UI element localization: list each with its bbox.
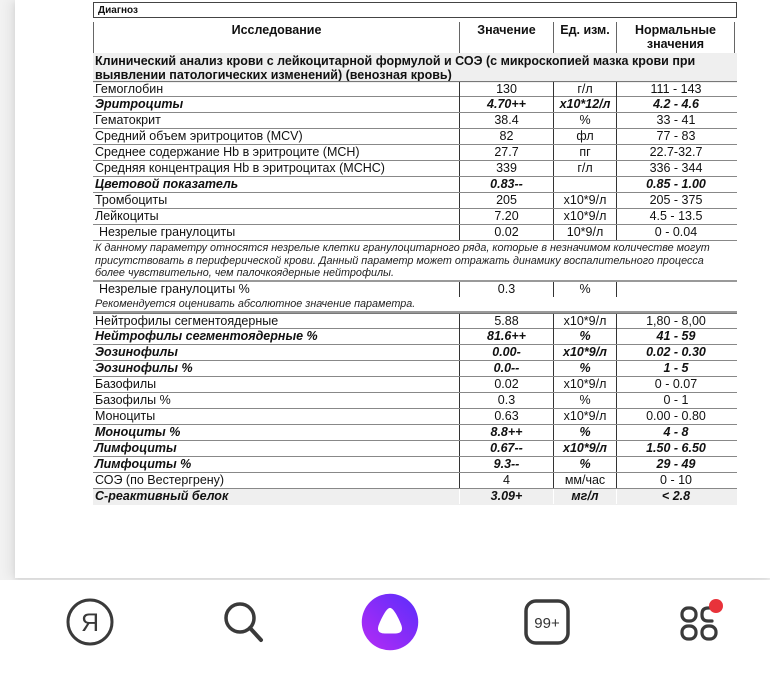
row-unit: % (553, 113, 616, 128)
table-row (93, 361, 737, 377)
diagnosis-label: Диагноз (98, 5, 138, 16)
row-value: 205 (459, 193, 553, 208)
results-table-immature (93, 282, 737, 298)
row-unit: % (553, 361, 616, 376)
tabs-button[interactable] (517, 592, 577, 652)
row-name: Лимфоциты % (95, 457, 192, 471)
row-name: СОЭ (по Вестергрену) (95, 473, 225, 487)
row-unit: фл (553, 129, 616, 144)
row-range: 336 - 344 (616, 161, 735, 176)
table-row (93, 113, 737, 129)
row-name: Базофилы (95, 377, 157, 391)
table-header (93, 22, 735, 53)
row-value: 9.3-- (459, 457, 553, 472)
row-name: Эозинофилы (95, 345, 178, 359)
row-range: 4 - 8 (616, 425, 735, 440)
row-unit: % (553, 457, 616, 472)
header-test: Исследование (93, 22, 459, 53)
row-name: Лейкоциты (95, 209, 159, 223)
row-name: Средний объем эритроцитов (MCV) (95, 129, 303, 143)
yandex-letter: Я (80, 609, 100, 637)
row-value: 3.09+ (459, 489, 553, 504)
alice-assistant-button[interactable] (360, 592, 420, 652)
header-normal-line1: Нормальные (635, 23, 716, 37)
row-unit: x10*9/л (553, 409, 616, 424)
row-unit: x10*9/л (553, 377, 616, 392)
row-value: 27.7 (459, 145, 553, 160)
row-range: 77 - 83 (616, 129, 735, 144)
search-button[interactable] (214, 592, 274, 652)
table-row (93, 193, 737, 209)
row-range: 4.2 - 4.6 (616, 97, 735, 112)
search-icon (218, 596, 270, 648)
notification-dot (709, 599, 723, 613)
row-unit: % (553, 393, 616, 408)
row-unit: % (553, 425, 616, 440)
bottom-navigation-bar (0, 580, 770, 676)
services-grid-icon (674, 596, 726, 648)
row-value: 38.4 (459, 113, 553, 128)
row-value: 0.83-- (459, 177, 553, 192)
table-row (93, 377, 737, 393)
row-unit: г/л (553, 82, 616, 97)
header-value: Значение (459, 22, 553, 53)
table-row (93, 425, 737, 441)
row-value: 0.67-- (459, 441, 553, 456)
diagnosis-box (93, 2, 737, 18)
row-value: 0.00- (459, 345, 553, 360)
note-absolute-value: Рекомендуется оценивать абсолютное значение параметра. (95, 298, 416, 310)
row-range: 0 - 0.04 (616, 225, 735, 240)
row-value: 0.3 (459, 282, 553, 297)
row-unit: % (553, 329, 616, 344)
row-range: 0.02 - 0.30 (616, 345, 735, 360)
row-range: 1,80 - 8,00 (616, 314, 735, 329)
row-value: 0.02 (459, 225, 553, 240)
row-range: 0 - 0.07 (616, 377, 735, 392)
header-normal-line2: значения (646, 37, 705, 51)
row-name: Незрелые гранулоциты % (99, 282, 250, 296)
row-range: 4.5 - 13.5 (616, 209, 735, 224)
row-value: 0.3 (459, 393, 553, 408)
row-range: 1.50 - 6.50 (616, 441, 735, 456)
row-unit: мг/л (553, 489, 616, 504)
row-range: 33 - 41 (616, 113, 735, 128)
row-unit: x10*12/л (553, 97, 616, 112)
table-row (93, 393, 737, 409)
row-name: Средняя концентрация Hb в эритроцитах (MCHC) (95, 161, 385, 175)
row-name: Среднее содержание Hb в эритроците (MCH) (95, 145, 360, 159)
row-unit: x10*9/л (553, 345, 616, 360)
row-unit (553, 177, 616, 192)
yandex-icon (64, 596, 116, 648)
table-row (93, 282, 737, 298)
section-title (93, 53, 737, 83)
note-immature-granulocytes: К данному параметру относятся незрелые клетки гранулоцитарного ряда, которые в незначимом количестве могут присутствовать в периферической крови. Данный параметр может отражать динамику воспалительного процесса более чувствительно, чем палочкоядерные нейтрофилы. (95, 242, 710, 279)
row-value: 5.88 (459, 314, 553, 329)
row-name: Базофилы % (95, 393, 171, 407)
row-name: Нейтрофилы сегментоядерные % (95, 329, 318, 343)
row-range (616, 282, 735, 297)
header-normal (616, 22, 735, 53)
row-value: 81.6++ (459, 329, 553, 344)
section-title-line2: выявлении патологических изменений) (венозная кровь) (95, 68, 452, 82)
row-name: Моноциты (95, 409, 156, 423)
results-table-crp (93, 489, 737, 505)
row-unit: 10*9/л (553, 225, 616, 240)
table-row (93, 81, 737, 97)
table-row (93, 441, 737, 457)
table-row (93, 329, 737, 345)
row-name: Моноциты % (95, 425, 181, 439)
row-unit: % (553, 282, 616, 297)
table-row-crp (93, 489, 737, 505)
row-name: Незрелые гранулоциты (99, 225, 236, 239)
table-row (93, 313, 737, 329)
row-value: 0.0-- (459, 361, 553, 376)
row-value: 130 (459, 82, 553, 97)
row-unit: x10*9/л (553, 209, 616, 224)
row-range: 111 - 143 (616, 82, 735, 97)
section-title-line1: Клинический анализ крови с лейкоцитарной формулой и СОЭ (с микроскопией мазка крови при (95, 54, 696, 68)
table-row (93, 97, 737, 113)
row-value: 0.63 (459, 409, 553, 424)
table-row (93, 129, 737, 145)
row-value: 0.02 (459, 377, 553, 392)
results-table-a (93, 81, 737, 241)
row-name: Гематокрит (95, 113, 161, 127)
row-name: Гемоглобин (95, 82, 164, 96)
yandex-button[interactable] (60, 592, 120, 652)
table-row (93, 345, 737, 361)
row-range: 205 - 375 (616, 193, 735, 208)
row-value: 7.20 (459, 209, 553, 224)
results-table-b (93, 313, 737, 489)
table-row (93, 457, 737, 473)
row-range: 0 - 1 (616, 393, 735, 408)
row-unit: г/л (553, 161, 616, 176)
row-value: 4 (459, 473, 553, 488)
header-unit: Ед. изм. (553, 22, 616, 53)
row-unit: пг (553, 145, 616, 160)
row-name: Цветовой показатель (95, 177, 239, 191)
table-row (93, 177, 737, 193)
table-row (93, 145, 737, 161)
row-range: 41 - 59 (616, 329, 735, 344)
row-value: 82 (459, 129, 553, 144)
tabs-count: 99+ (534, 615, 560, 632)
row-name: С-реактивный белок (95, 489, 229, 503)
table-row (93, 225, 737, 241)
alice-icon (360, 588, 420, 656)
row-value: 4.70++ (459, 97, 553, 112)
row-name: Тромбоциты (95, 193, 168, 207)
row-unit: мм/час (553, 473, 616, 488)
row-name: Лимфоциты (95, 441, 177, 455)
table-row (93, 409, 737, 425)
row-range: 1 - 5 (616, 361, 735, 376)
row-unit: x10*9/л (553, 314, 616, 329)
row-range: 22.7-32.7 (616, 145, 735, 160)
row-name: Эритроциты (95, 97, 184, 111)
row-name: Эозинофилы % (95, 361, 193, 375)
table-row (93, 473, 737, 489)
row-value: 8.8++ (459, 425, 553, 440)
row-range: 0.85 - 1.00 (616, 177, 735, 192)
row-range: 0 - 10 (616, 473, 735, 488)
row-unit: x10*9/л (553, 441, 616, 456)
row-value: 339 (459, 161, 553, 176)
tabs-counter-icon (521, 596, 573, 648)
row-name: Нейтрофилы сегментоядерные (95, 314, 279, 328)
table-row (93, 161, 737, 177)
services-menu-button[interactable] (670, 592, 730, 652)
row-range: 29 - 49 (616, 457, 735, 472)
table-row (93, 209, 737, 225)
row-unit: x10*9/л (553, 193, 616, 208)
row-range: 0.00 - 0.80 (616, 409, 735, 424)
row-range: < 2.8 (616, 489, 735, 504)
